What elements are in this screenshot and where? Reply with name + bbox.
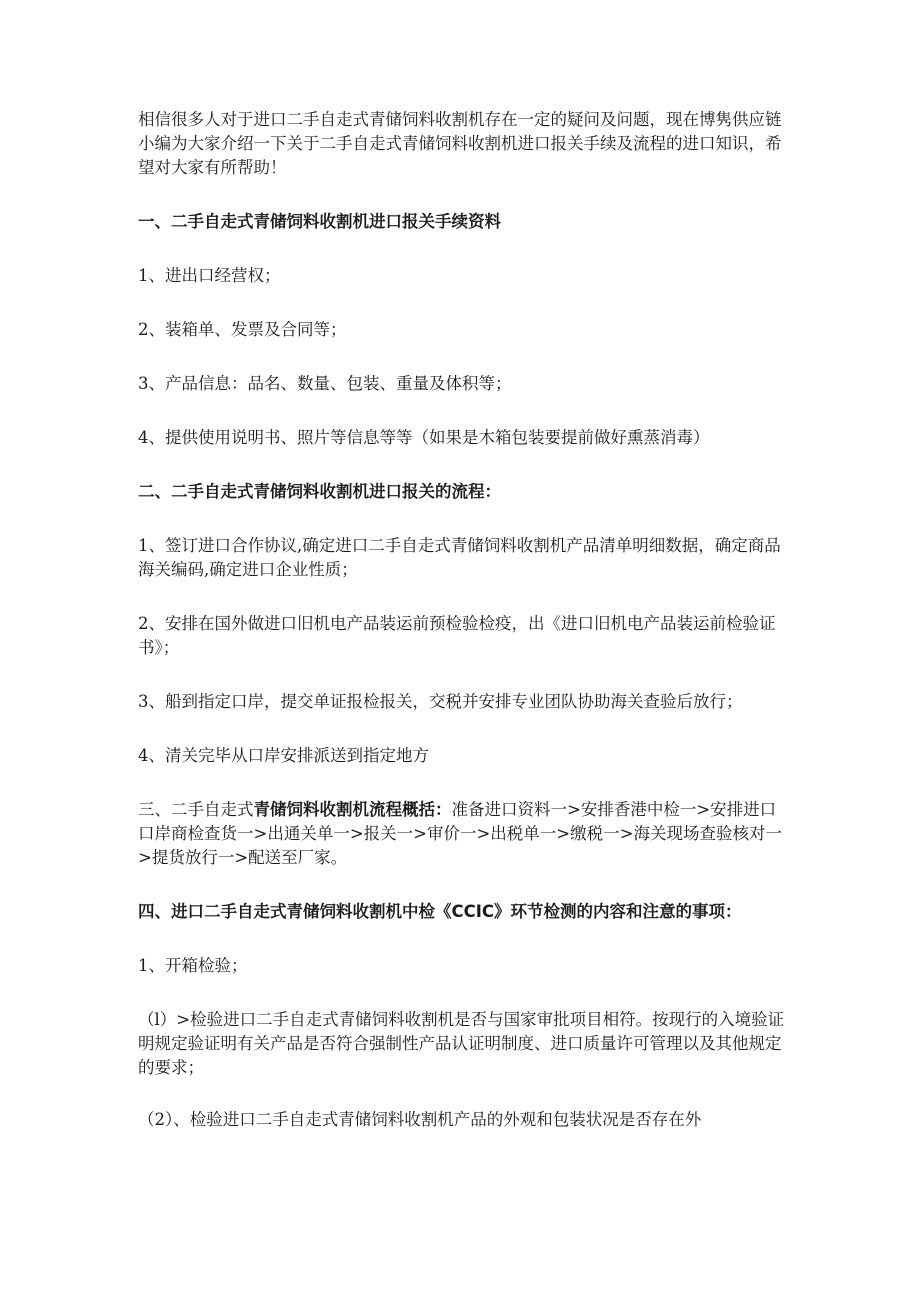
section-1-heading: 一、二手自走式青储饲料收割机进口报关手续资料 bbox=[138, 212, 501, 231]
section-3-paragraph bbox=[138, 798, 788, 870]
document-body bbox=[138, 108, 788, 1162]
section-1-item: 1、进出口经营权； bbox=[138, 266, 281, 285]
section-1-item: 4、提供使用说明书、照片等信息等等（如果是木箱包装要提前做好熏蒸消毒） bbox=[138, 428, 710, 447]
section-4-item: （2）、检验进口二手自走式青储饲料收割机产品的外观和包装状况是否存在外 bbox=[138, 1110, 702, 1129]
section-4-item: 1、开箱检验； bbox=[138, 956, 248, 975]
section-3-prefix: 三、二手自走式 bbox=[138, 800, 254, 819]
section-3-text: 准备进口资料一>安排香港中检一>安排进口口岸商检查货一>出通关单一>报关一>审价一>出税单一>缴税一>海关现场查验核对一>提货放行一>配送至厂家。 bbox=[138, 800, 782, 867]
section-3-bold-label: 青储饲料收割机流程概括： bbox=[253, 800, 452, 819]
section-4-item: （l）>检验进口二手自走式青储饲料收割机是否与国家审批项目相符。按现行的入境验证明规定验证明有关产品是否符合强制性产品认证明制度、进口质量许可管理以及其他规定的要求； bbox=[138, 1010, 785, 1077]
section-4-heading: 四、进口二手自走式青储饲料收割机中检《CCIC》环节检测的内容和注意的事项： bbox=[138, 902, 742, 921]
section-2-item: 1、签订进口合作协议,确定进口二手自走式青储饲料收割机产品清单明细数据，确定商品海关编码,确定进口企业性质； bbox=[138, 536, 781, 579]
section-2-item: 3、船到指定口岸，提交单证报检报关，交税并安排专业团队协助海关查验后放行； bbox=[138, 692, 743, 711]
section-1-item: 3、产品信息：品名、数量、包装、重量及体积等； bbox=[138, 374, 512, 393]
intro-paragraph: 相信很多人对于进口二手自走式青储饲料收割机存在一定的疑问及问题，现在博隽供应链小编为大家介绍一下关于二手自走式青储饲料收割机进口报关手续及流程的进口知识，希望对大家有所帮助！ bbox=[138, 110, 782, 177]
section-2-item: 2、安排在国外做进口旧机电产品装运前预检验检疫，出《进口旧机电产品装运前检验证书》； bbox=[138, 614, 776, 657]
section-1-item: 2、装箱单、发票及合同等； bbox=[138, 320, 347, 339]
section-2-item: 4、清关完毕从口岸安排派送到指定地方 bbox=[138, 746, 429, 765]
section-2-heading: 二、二手自走式青储饲料收割机进口报关的流程： bbox=[138, 482, 501, 501]
